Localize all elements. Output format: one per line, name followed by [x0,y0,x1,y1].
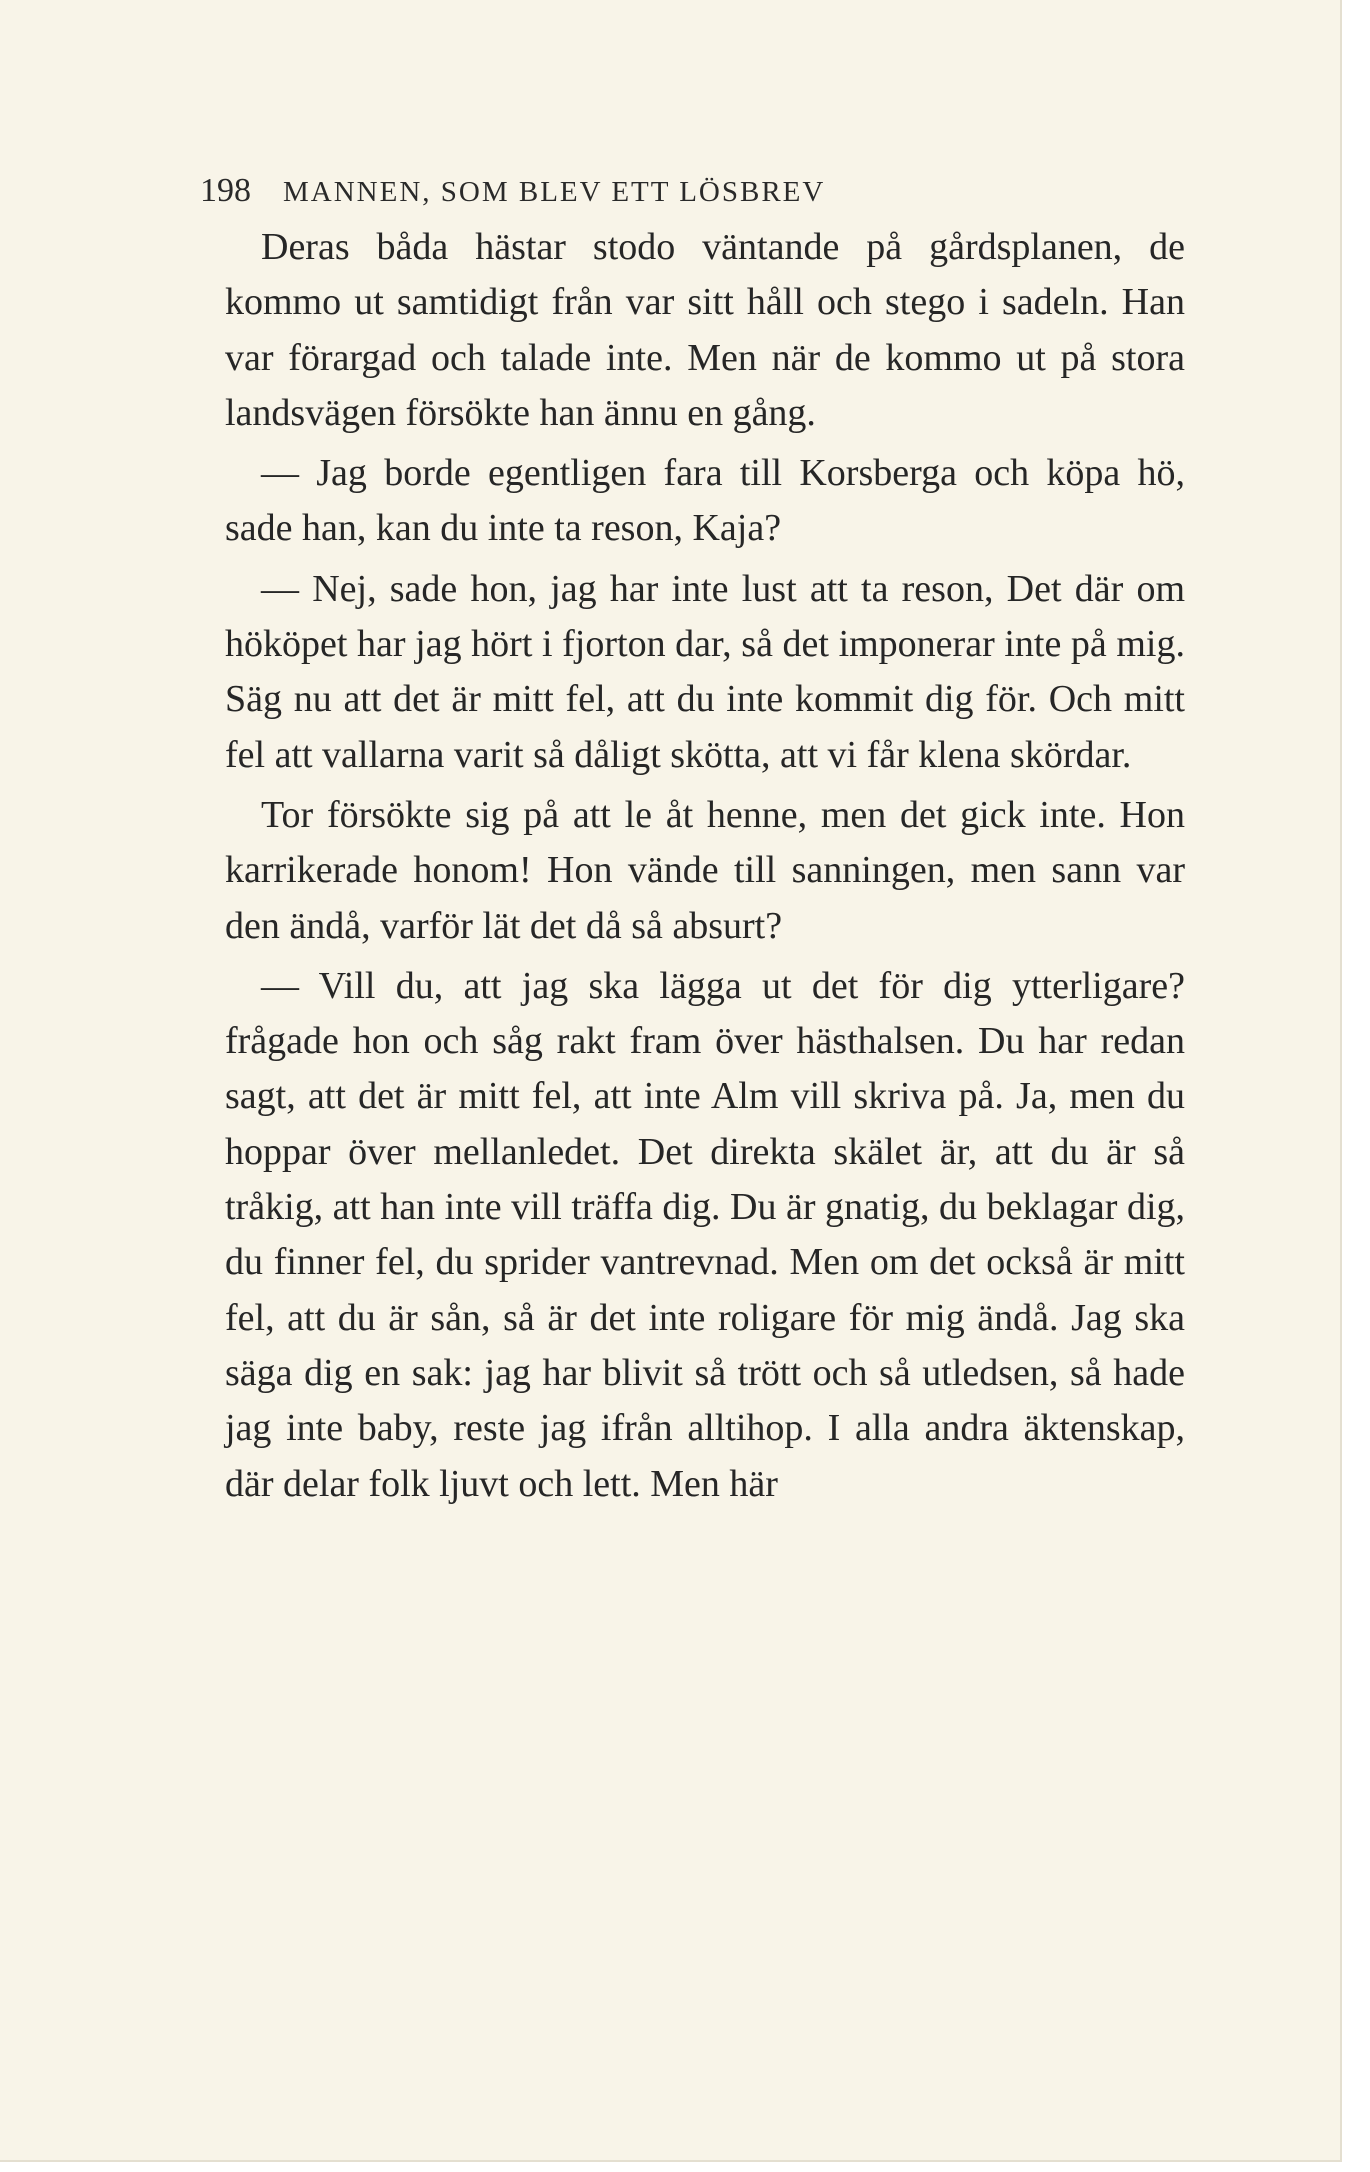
paragraph-1: Deras båda hästar stodo väntande på gårdsplanen, de kommo ut samtidigt från var sitt håll och stego i sadeln. Han var förargad och talade inte. Men när de kommo ut på stora landsvägen försökte han ännu en gång. [225,226,1185,434]
paragraph-3: — Nej, sade hon, jag har inte lust att ta reson, Det där om hököpet har jag hört i fjorton dar, så det imponerar inte på mig. Säg nu att det är mitt fel, att du inte kommit dig för. Och mitt fel att vallarna varit så dåligt skötta, att vi får klena skördar. [225,567,1185,776]
page-number: 198 [200,172,251,209]
paragraph-5: — Vill du, att jag ska lägga ut det för dig ytterligare? frågade hon och såg rakt fram över hästhalsen. Du har redan sagt, att det är mitt fel, att inte Alm vill skriva på. Ja, men du hoppar över mellanledet. Det direkta skälet är, att du är så tråkig, att han inte vill träffa dig. Du är gnatig, du beklagar dig, du finner fel, du sprider vantrevnad. Men om det också är mitt fel, att du är sån, så är det inte roligare för mig ändå. Jag ska säga dig en sak: jag har blivit så trött och så utledsen, så hade jag inte baby, reste jag ifrån alltihop. I alla andra äktenskap, där delar folk ljuvt och lett. Men här [225,964,1185,1505]
paragraph-2: — Jag borde egentligen fara till Korsberga och köpa hö, sade han, kan du inte ta reson, Kaja? [225,452,1185,550]
running-title: MANNEN, SOM BLEV ETT LÖSBREV [283,176,826,208]
paragraph-4: Tor försökte sig på att le åt henne, men det gick inte. Hon karrikerade honom! Hon vände till sanningen, men sann var den ändå, varför lät det då så absurt? [225,793,1185,947]
running-header [200,172,825,210]
body-text [225,220,1185,1512]
